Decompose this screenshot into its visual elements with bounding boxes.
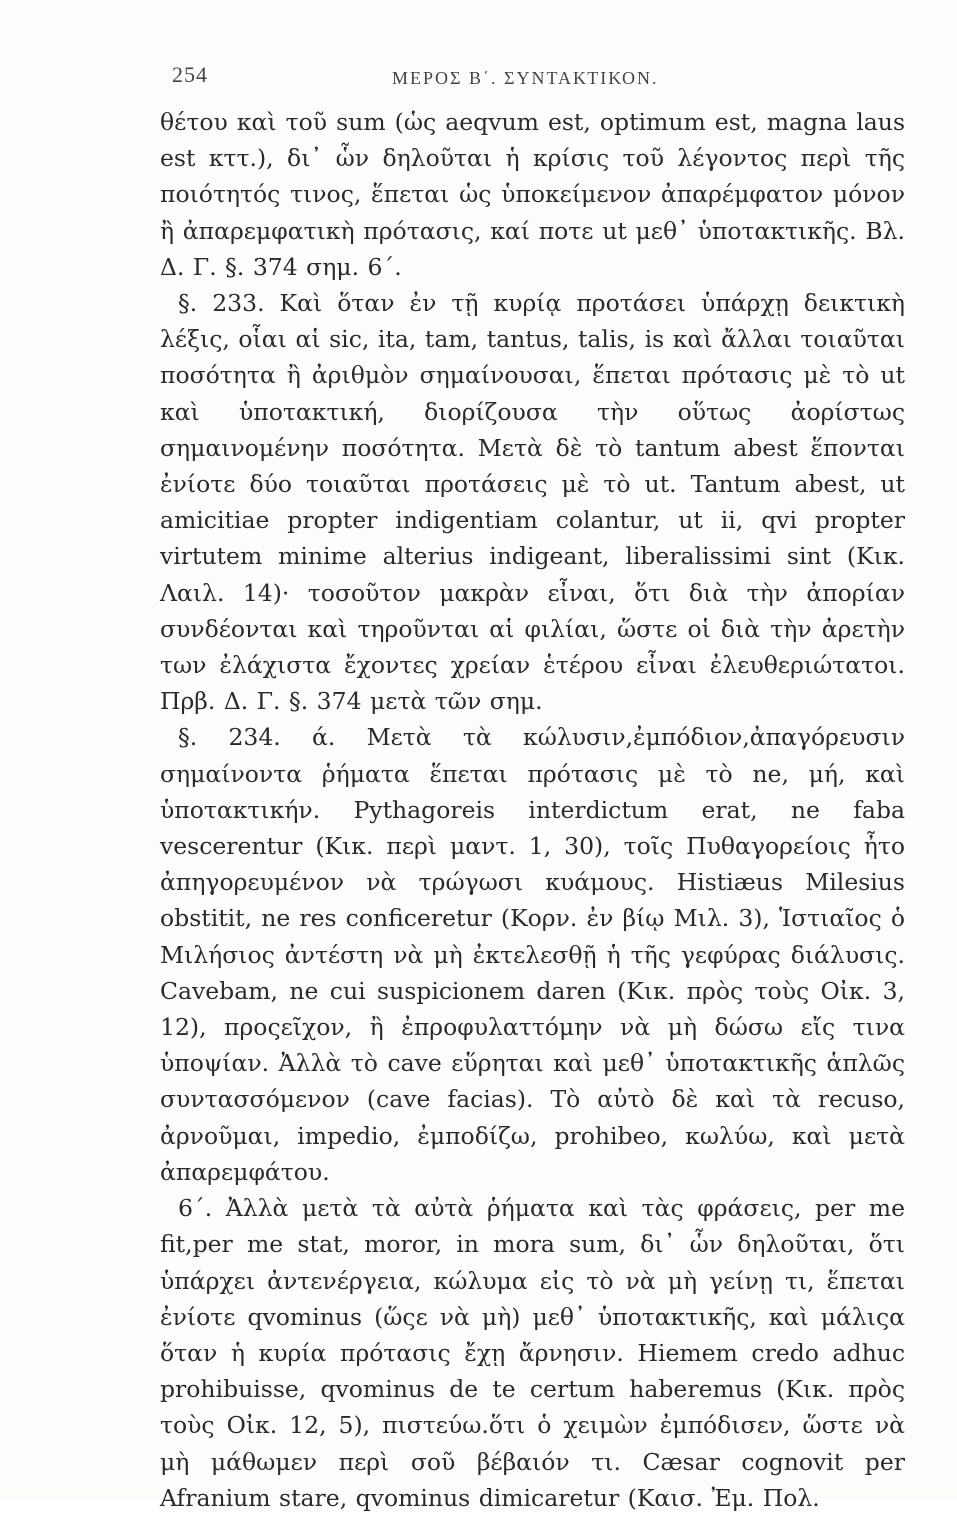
running-title: ΜΕΡΟΣ Β΄. ΣΥΝΤΑΚΤΙΚΟΝ. bbox=[392, 68, 659, 88]
paragraph-section-234a: §. 234. ά. Μετὰ τὰ κώλυσιν,ἐμπόδιον,ἀπαγόρευσιν σημαίνοντα ῥήματα ἕπεται πρότασις μὲ τὸ ne, μή, καὶ ὑποτακτικήν. Pythagoreis interdictum erat, ne faba vescerentur (Κικ. περὶ μαντ. 1, 30), τοῖς Πυθαγορείοις ἦτο ἀπηγορευμένον νὰ τρώγωσι κυάμους. Histiæus Milesius obstitit, ne res conficeretur (Κορν. ἐν βίῳ Μιλ. 3), Ἱστιαῖος ὁ Μιλήσιος ἀντέστη νὰ μὴ ἐκτελεσθῇ ἡ τῆς γεφύρας διάλυσις. Cavebam, ne cui suspicionem daren (Κικ. πρὸς τοὺς Οἰκ. 3, 12), προςεῖχον, ἢ ἐπροφυλαττόμην νὰ μὴ δώσω εἴς τινα ὑποψίαν. Ἀλλὰ τὸ cave εὕρηται καὶ μεθ᾽ ὑποτακτικῆς ἁπλῶς συντασσόμενον (cave facias). Τὸ αὐτὸ δὲ καὶ τὰ recuso, ἀρνοῦμαι, impedio, ἐμποδίζω, prohibeo, κωλύω, καὶ μετὰ ἀπαρεμφάτου. bbox=[160, 723, 905, 1186]
paragraph-section-233: §. 233. Καὶ ὅταν ἐν τῇ κυρίᾳ προτάσει ὑπάρχῃ δεικτικὴ λέξις, οἷαι αἱ sic, ita, tam, tantus, talis, is καὶ ἄλλαι τοιαῦται ποσότητα ἢ ἀριθμὸν σημαίνουσαι, ἕπεται πρότασις μὲ τὸ ut καὶ ὑποτακτική, διορίζουσα τὴν οὕτως ἀορίστως σημαινομένην ποσότητα. Μετὰ δὲ τὸ tantum abest ἕπονται ἐνίοτε δύο τοιαῦται προτάσεις μὲ τὸ ut. Tantum abest, ut amicitiae propter indigentiam colantur, ut ii, qvi propter virtutem minime alterius indigeant, liberalissimi sint (Κικ. Λαιλ. 14)· τοσοῦτον μακρὰν εἶναι, ὅτι διὰ τὴν ἀπορίαν συνδέονται καὶ τηροῦνται αἱ φιλίαι, ὥστε οἱ διὰ τὴν ἀρετὴν των ἐλάχιστα ἔχοντες χρείαν ἑτέρου εἶναι ἐλευθεριώτατοι. Πρβ. Δ. Γ. §. 374 μετὰ τῶν σημ. bbox=[160, 289, 905, 716]
paragraph-continuation: θέτου καὶ τοῦ sum (ὡς aeqvum est, optimum est, magna laus est κττ.), δι᾽ ὧν δηλοῦται ἡ κρίσις τοῦ λέγοντος περὶ τῆς ποιότητός τινος, ἕπεται ὡς ὑποκείμενον ἀπαρέμφατον μόνον ἢ ἀπαρεμφατικὴ πρότασις, καί ποτε ut μεθ᾽ ὑποτακτικῆς. Βλ. Δ. Γ. §. 374 σημ. 6΄. bbox=[160, 108, 905, 281]
running-head bbox=[172, 62, 732, 94]
page-number: 254 bbox=[172, 62, 208, 87]
paragraph-section-234b: 6΄. Ἀλλὰ μετὰ τὰ αὐτὰ ῥήματα καὶ τὰς φράσεις, per me fit,per me stat, moror, in mora sum, δι᾽ ὧν δηλοῦται, ὅτι ὑπάρχει ἀντενέργεια, κώλυμα εἰς τὸ νὰ μὴ γείνῃ τι, ἕπεται ἐνίοτε qvominus (ὥςε νὰ μὴ) μεθ᾽ ὑποτακτικῆς, καὶ μάλιςα ὅταν ἡ κυρία πρότασις ἔχῃ ἄρνησιν. Hiemem credo adhuc prohibuisse, qvominus de te certum haberemus (Κικ. πρὸς τοὺς Οἰκ. 12, 5), πιστεύω.ὅτι ὁ χειμὼν ἐμπόδισεν, ὥστε νὰ μὴ μάθωμεν περὶ σοῦ βέβαιόν τι. Cæsar cognovit per Afranium stare, qvominus dimicaretur (Καισ. Ἐμ. Πολ. bbox=[160, 1194, 905, 1512]
body-text bbox=[160, 104, 905, 1516]
